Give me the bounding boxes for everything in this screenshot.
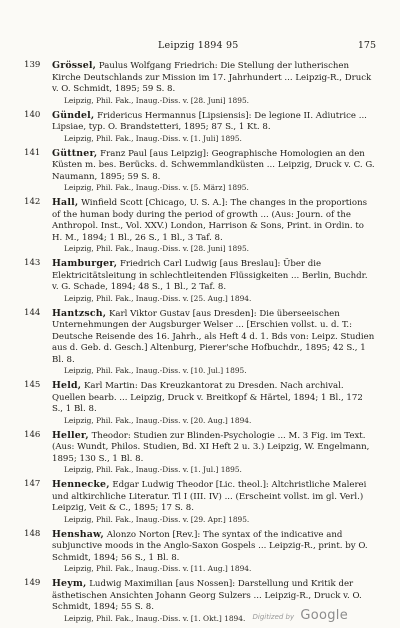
running-header xyxy=(0,40,400,54)
author-surname: Henshaw, xyxy=(52,528,104,540)
entry-imprint: Leipzig, Phil. Fak., Inaug.-Diss. v. [29. Apr.] 1895. xyxy=(64,514,250,524)
watermark-prefix: Digitized by xyxy=(252,613,295,621)
entry-number: 139 xyxy=(24,60,41,70)
entry-number: 147 xyxy=(24,479,41,489)
entry-text: Edgar Ludwig Theodor [Lic. theol.]: Altchristliche Malerei und altkirchliche Literatur. Tl I (III. IV) ... (Erscheint vollst. im gl. Verl.) Leipzig, Veit & C., 1895; 17 S. 8. xyxy=(52,480,367,513)
bibliography-entry xyxy=(0,380,400,426)
bibliography-entry xyxy=(0,479,400,525)
entry-imprint: Leipzig, Phil. Fak., Inaug.-Diss. v. [20. Aug.] 1894. xyxy=(64,415,252,425)
entry-imprint: Leipzig, Phil. Fak., Inaug.-Diss. v. [1. Juli] 1895. xyxy=(64,133,242,143)
entry-imprint: Leipzig, Phil. Fak., Inaug.-Diss. v. [5. März] 1895. xyxy=(64,183,249,192)
page-number: 175 xyxy=(357,40,376,51)
entry-text: Karl Viktor Gustav [aus Dresden]: Die überseeischen Unternehmungen der Augsburger Welser ... [Erschien vollst. u. d. T.: Deutsche Reisende des 16. Jahrh., als Heft 4 d. 1. Bds von: Leipz. Studien aus d. Geb. d. Gesch.] Altenburg, Pierer'sche Hofbuchdr., 1895; 42 S., 1 Bl. 8. xyxy=(52,308,375,365)
entry-body xyxy=(52,529,376,575)
google-logo: Google xyxy=(300,608,348,623)
entry-imprint: Leipzig, Phil. Fak., Inaug.-Diss. v. [10. Jul.] 1895. xyxy=(64,366,247,375)
entry-body xyxy=(52,197,376,254)
author-surname: Hennecke, xyxy=(52,479,110,490)
entry-body xyxy=(52,308,376,377)
entry-body xyxy=(52,479,376,525)
bibliography-entry xyxy=(0,197,400,254)
entry-text: Paulus Wolfgang Friedrich: Die Stellung der lutherischen Kirche Deutschlands zur Mission im 17. Jahrhundert ... Leipzig-R., Druck v. O. Schmidt, 1895; 59 S. 8. xyxy=(52,61,372,94)
entry-body xyxy=(52,258,376,304)
entry-text: Winfield Scott [Chicago, U. S. A.]: The changes in the proportions of the human body during the period of growth ... (Aus: Journ. of the Anthropol. Inst., Vol. XXV.) London, Harrison & Sons, Print. in Ordin. to H. M., 1894; 1 Bl., 26 S., 1 Bl., 3 Taf. 8. xyxy=(52,198,368,243)
bibliography-list xyxy=(0,60,400,628)
author-surname: Gündel, xyxy=(52,109,95,121)
entry-text: Alonzo Norton [Rev.]: The syntax of the indicative and subjunctive moods in the Anglo-Saxon Gospels ... Leipzig-R., print. by O. Schmidt, 1894; 56 S., 1 Bl. 8. xyxy=(52,529,368,563)
author-surname: Heller, xyxy=(52,429,89,441)
author-surname: Hantzsch, xyxy=(52,307,107,319)
bibliography-entry xyxy=(0,110,400,144)
bibliography-entry xyxy=(0,529,400,575)
header-title: Leipzig 1894 95 xyxy=(158,40,239,51)
entry-imprint: Leipzig, Phil. Fak., Inaug.-Diss. v. [1. Okt.] 1894. xyxy=(64,613,246,623)
author-surname: Güttner, xyxy=(52,147,98,159)
bibliography-entry xyxy=(0,308,400,377)
entry-body xyxy=(52,380,376,426)
entry-imprint: Leipzig, Phil. Fak., Inaug.-Diss. v. [28. Juni] 1895. xyxy=(64,95,249,105)
entry-text: Franz Paul [aus Leipzig]: Geographische Homologien an den Küsten m. bes. Berücks. d. Schwemmlandküsten ... Leipzig, Druck v. C. G. Naumann, 1895; 59 S. 8. xyxy=(52,148,375,182)
digitized-by-watermark xyxy=(253,608,349,623)
entry-body xyxy=(52,430,376,476)
author-surname: Grössel, xyxy=(52,60,97,71)
bibliography-entry xyxy=(0,60,400,106)
author-surname: Held, xyxy=(52,380,82,391)
entry-text: Fridericus Hermannus [Lipsiensis]: De legione II. Adiutrice ... Lipsiae, typ. O. Brandstetteri, 1895; 87 S., 1 Kt. 8. xyxy=(52,110,367,132)
entry-imprint: Leipzig, Phil. Fak., Inaug.-Diss. v. [25. Aug.] 1894. xyxy=(64,293,252,303)
entry-number: 142 xyxy=(24,197,41,207)
entry-number: 143 xyxy=(24,258,41,268)
bibliography-entry xyxy=(0,258,400,304)
entry-number: 149 xyxy=(24,578,41,588)
author-surname: Hamburger, xyxy=(52,258,118,269)
author-surname: Hall, xyxy=(52,197,79,208)
entry-text: Karl Martin: Das Kreuzkantorat zu Dresden. Nach archival. Quellen bearb. ... Leipzig, Druck v. Breitkopf & Härtel, 1894; 1 Bl., 172 S., 1 Bl. 8. xyxy=(52,381,363,414)
bibliography-entry xyxy=(0,430,400,476)
entry-number: 144 xyxy=(24,307,41,318)
entry-imprint: Leipzig, Phil. Fak., Inaug.-Diss. v. [28. Juni] 1895. xyxy=(64,244,249,253)
entry-number: 146 xyxy=(24,429,41,440)
entry-body xyxy=(52,110,376,144)
entry-number: 145 xyxy=(24,380,41,390)
entry-body xyxy=(52,60,376,106)
bibliography-entry xyxy=(0,148,400,194)
entry-number: 148 xyxy=(24,528,41,539)
entry-text: Ludwig Maximilian [aus Nossen]: Darstellung und Kritik der ästhetischen Ansichten Johann Georg Sulzers ... Leipzig-R., Druck v. O. Schmidt, 1894; 55 S. 8. xyxy=(52,579,362,612)
entry-body xyxy=(52,148,376,194)
entry-imprint: Leipzig, Phil. Fak., Inaug.-Diss. v. [11. Aug.] 1894. xyxy=(64,564,252,573)
author-surname: Heym, xyxy=(52,578,87,589)
entry-text: Theodor: Studien zur Blinden-Psychologie ... M. 3 Fig. im Text. (Aus: Wundt, Philos. Studien, Bd. XI Heft 2 u. 3.) Leipzig, W. Engelmann, 1895; 130 S., 1 Bl. 8. xyxy=(52,430,370,464)
entry-text: Friedrich Carl Ludwig [aus Breslau]: Über die Elektricitätsleitung in schlechtleitenden Flüssigkeiten ... Berlin, Buchdr. v. G. Schade, 1894; 48 S., 1 Bl., 2 Taf. 8. xyxy=(52,259,368,292)
entry-number: 140 xyxy=(24,109,41,120)
entry-imprint: Leipzig, Phil. Fak., Inaug.-Diss. v. [1. Jul.] 1895. xyxy=(64,465,242,474)
entry-number: 141 xyxy=(24,147,41,158)
